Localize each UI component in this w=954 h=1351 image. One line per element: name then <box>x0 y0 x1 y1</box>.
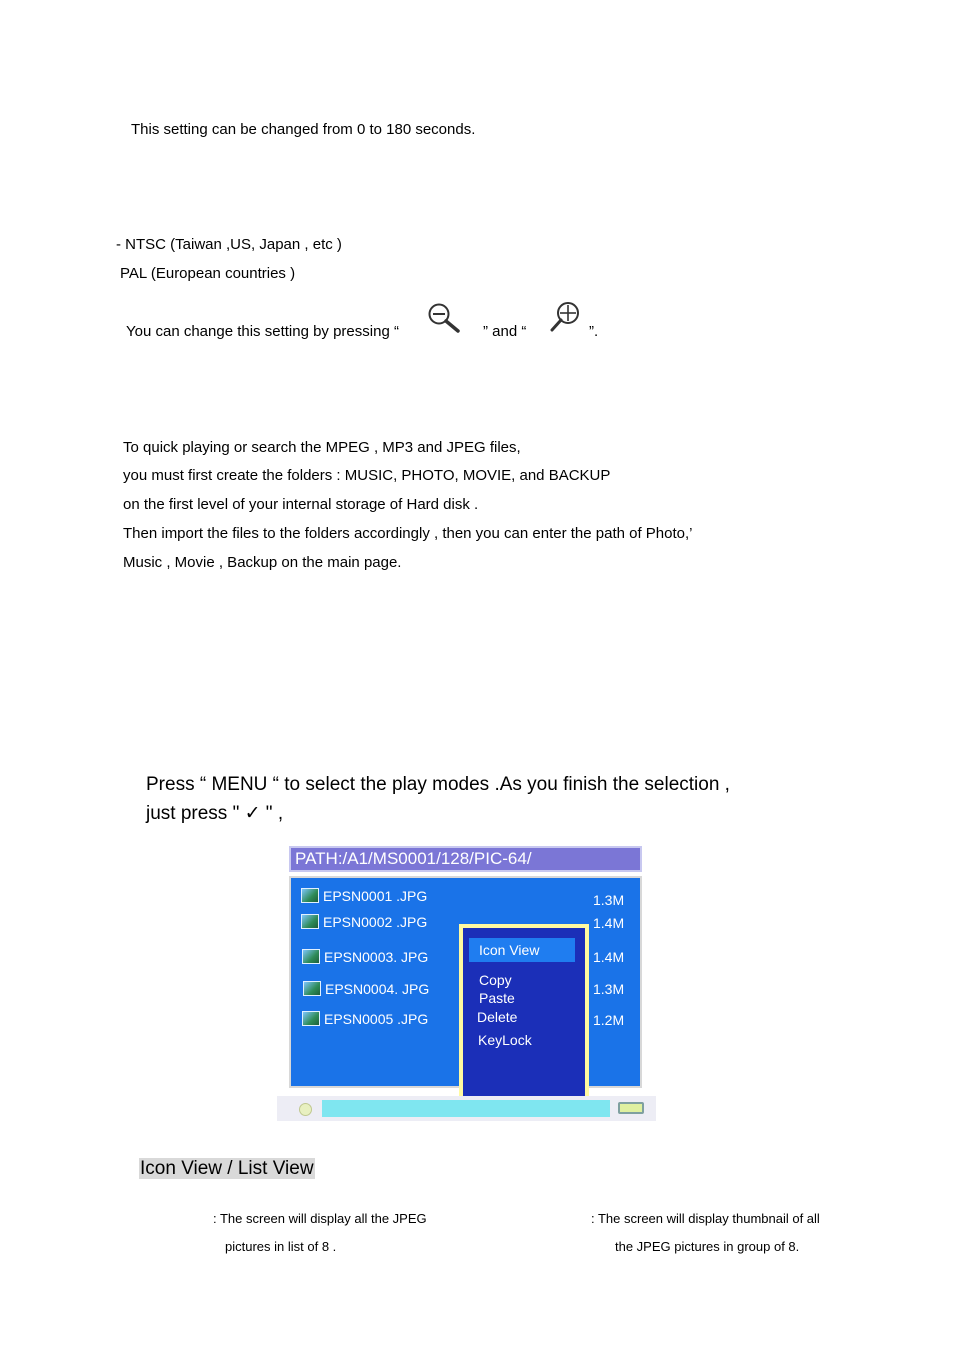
file-name: EPSN0002 .JPG <box>323 914 428 930</box>
ntsc-option: - NTSC (Taiwan ,US, Japan , etc ) <box>116 236 342 253</box>
image-file-icon <box>301 914 319 929</box>
quick-play-line-4: Then import the files to the folders accordingly , then you can enter the path of Photo,’ <box>123 525 693 542</box>
file-size: 1.4M <box>593 949 625 965</box>
menu-item-keylock[interactable]: KeyLock <box>478 1032 532 1048</box>
menu-item-icon-view[interactable]: Icon View <box>469 938 575 962</box>
path-bar: PATH:/A1/MS0001/128/PIC-64/ <box>289 846 642 872</box>
press-instruction-part3: ”. <box>589 323 599 340</box>
device-screenshot <box>277 838 656 1121</box>
file-size: 1.3M <box>593 981 625 997</box>
quick-play-line-2: you must first create the folders : MUSIC, PHOTO, MOVIE, and BACKUP <box>123 467 611 484</box>
status-led-icon <box>299 1103 312 1116</box>
file-size: 1.3M <box>593 892 625 908</box>
image-file-icon <box>303 981 321 996</box>
status-bar <box>277 1096 656 1121</box>
quick-play-line-3: on the first level of your internal storage of Hard disk . <box>123 496 479 513</box>
file-name: EPSN0005 .JPG <box>324 1011 429 1027</box>
file-name: EPSN0004. JPG <box>325 981 430 997</box>
pal-option: PAL (European countries ) <box>120 265 296 282</box>
menu-instruction-line-2: just press " ✓ " , <box>146 803 284 824</box>
list-view-desc-line-1: : The screen will display all the JPEG <box>213 1211 427 1226</box>
press-instruction-part2: ” and “ <box>483 323 527 340</box>
icon-view-desc-line-2: the JPEG pictures in group of 8. <box>615 1239 800 1254</box>
file-size: 1.2M <box>593 1012 625 1028</box>
image-file-icon <box>301 888 319 903</box>
progress-bar <box>322 1100 610 1117</box>
file-name: EPSN0003. JPG <box>324 949 429 965</box>
view-mode-heading <box>139 1158 315 1180</box>
image-file-icon <box>302 949 320 964</box>
icon-view-desc-line-1: : The screen will display thumbnail of all <box>591 1211 820 1226</box>
file-row[interactable] <box>301 888 427 904</box>
zoom-out-icon <box>426 302 462 334</box>
file-row[interactable] <box>302 949 428 965</box>
quick-play-line-1: To quick playing or search the MPEG , MP3 and JPEG files, <box>123 439 521 456</box>
press-instruction-part1: You can change this setting by pressing “ <box>126 323 399 340</box>
context-menu <box>459 924 589 1112</box>
quick-play-line-5: Music , Movie , Backup on the main page. <box>123 554 402 571</box>
list-view-desc-line-2: pictures in list of 8 . <box>225 1239 337 1254</box>
menu-item-paste[interactable]: Paste <box>479 990 515 1006</box>
file-row[interactable] <box>302 1011 428 1027</box>
view-mode-heading-text: Icon View / List View <box>140 1158 314 1179</box>
battery-icon <box>618 1102 644 1114</box>
file-name: EPSN0001 .JPG <box>323 888 428 904</box>
file-row[interactable] <box>303 981 429 997</box>
menu-item-delete[interactable]: Delete <box>477 1009 518 1025</box>
file-row[interactable] <box>301 914 427 930</box>
file-size: 1.4M <box>593 915 625 931</box>
delay-range-note: This setting can be changed from 0 to 180 seconds. <box>131 121 476 138</box>
menu-item-copy[interactable]: Copy <box>479 972 512 988</box>
file-list-panel <box>289 876 642 1088</box>
menu-instruction-line-1: Press “ MENU “ to select the play modes .As you finish the selection , <box>146 774 730 795</box>
image-file-icon <box>302 1011 320 1026</box>
zoom-in-icon <box>549 300 583 332</box>
